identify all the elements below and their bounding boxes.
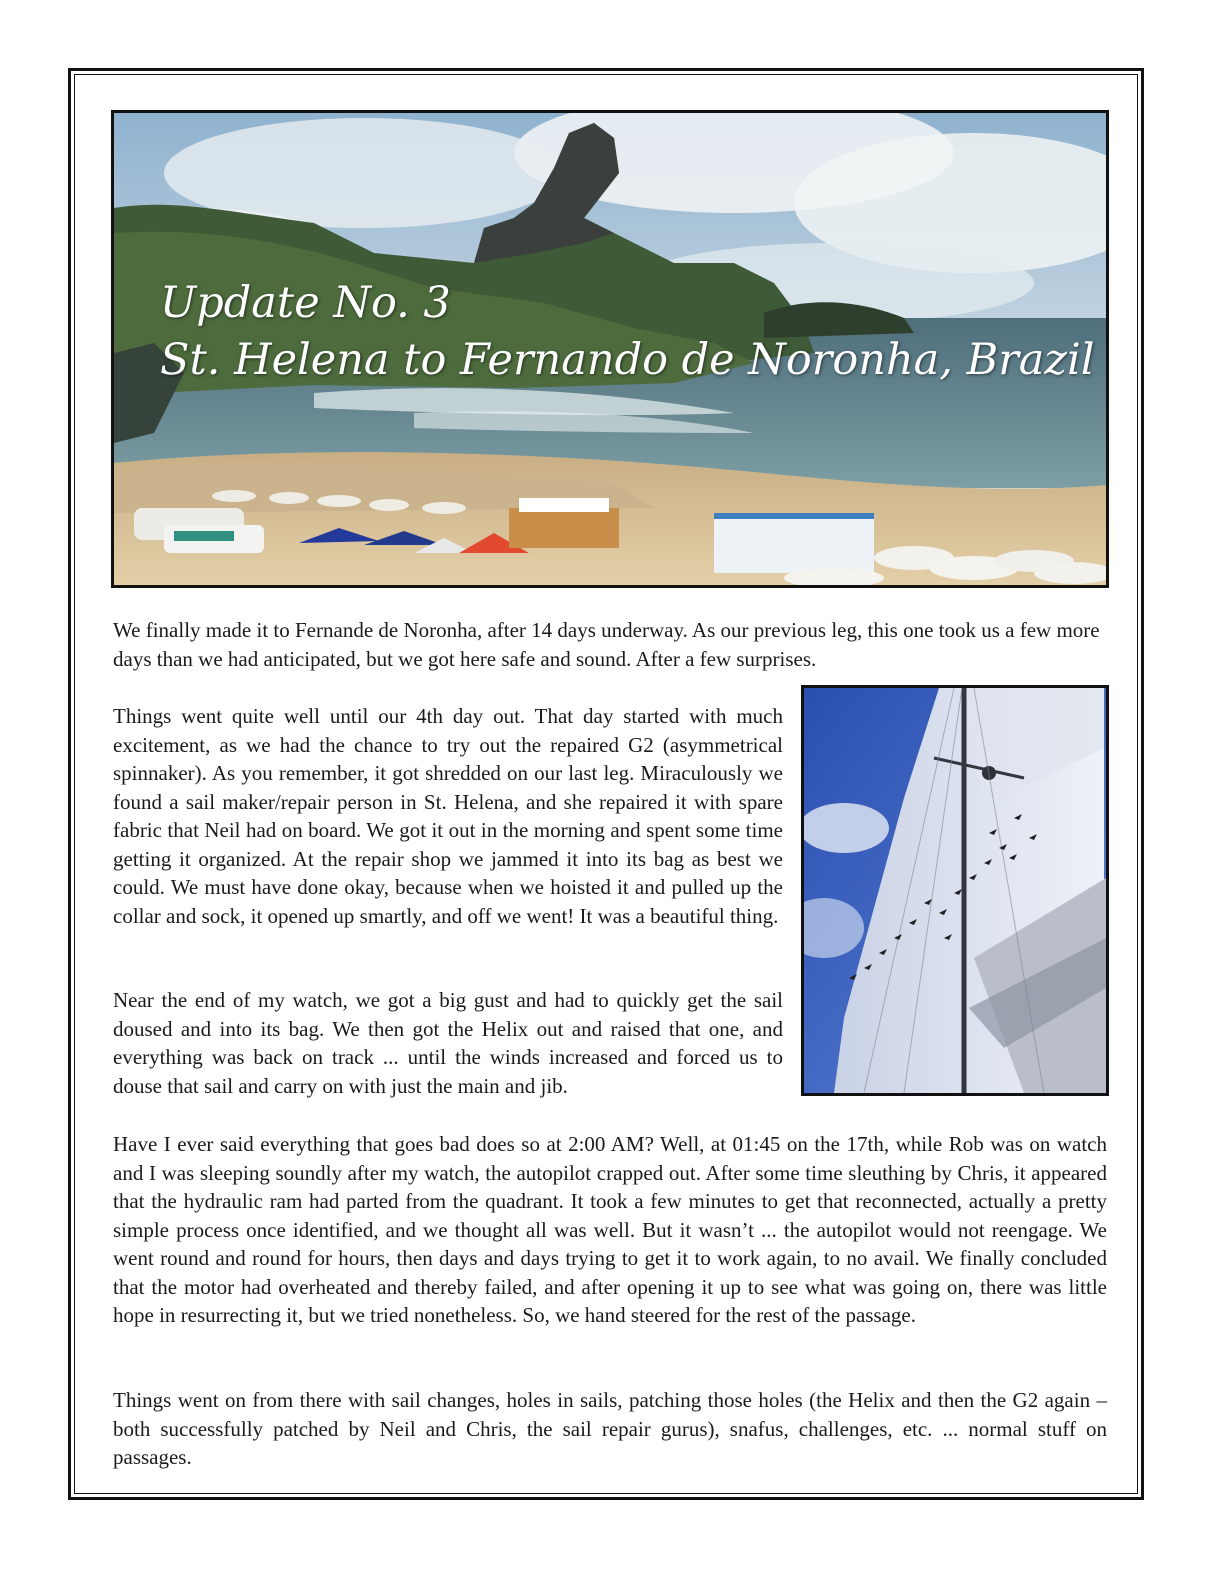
paragraph-gust: Near the end of my watch, we got a big gust and had to quickly get the sail doused and into its bag. We then got the Helix out and raised that one, and everything was back on track ... until the winds increased and forced us to douse that sail and carry on with just the main and jib.	[113, 988, 783, 1098]
paragraph-autopilot: Have I ever said everything that goes bad does so at 2:00 AM? Well, at 01:45 on the 17th, while Rob was on watch and I was sleeping soundly after my watch, the autopilot crapped out. After some time sleuthing by Chris, it appeared that the hydraulic ram had parted from the quadrant. It took a few minutes to get that reconnected, actually a pretty simple process once identified, and we thought all was well. But it wasn’t ... the autopilot would not reengage. We went round and round for hours, then days and days trying to get it to work again, to no avail. We finally concluded that the motor had overheated and thereby failed, and after opening it up to see what was going on, there was little hope in resurrecting it, but we tried nonetheless. So, we hand steered for the rest of the passage.	[113, 1132, 1107, 1327]
paragraph-sail-changes: Things went on from there with sail changes, holes in sails, patching those holes (the Helix and then the G2 again – both successfully patched by Neil and Chris, the sail repair gurus), snafus, challenges, etc. ... normal stuff on passages.	[113, 1388, 1107, 1469]
paragraph-g2-spinnaker: Things went quite well until our 4th day out. That day started with much excitement, as we had the chance to try out the repaired G2 (asymmetrical spinnaker). As you remember, it got shredded on our last leg. Miraculously we found a sail maker/repair person in St. Helena, and she repaired it with spare fabric that Neil had on board. We got it out in the morning and spent some time getting it organized. At the repair shop we jammed it into its bag as best we could. We must have done okay, because when we hoisted it and pulled up the collar and sock, it opened up smartly, and off we went! It was a beautiful thing.	[113, 704, 783, 928]
page-title	[160, 275, 1095, 389]
hero-image	[111, 110, 1109, 588]
page-title-line-2: St. Helena to Fernando de Noronha, Brazil	[160, 335, 1095, 385]
page-title-line-1: Update No. 3	[160, 278, 451, 328]
sail-photo	[801, 685, 1109, 1096]
paragraph-intro: We finally made it to Fernande de Noronha, after 14 days underway. As our previous leg, this one took us a few more days than we had anticipated, but we got here safe and sound. After a few surprises.	[113, 618, 1100, 671]
